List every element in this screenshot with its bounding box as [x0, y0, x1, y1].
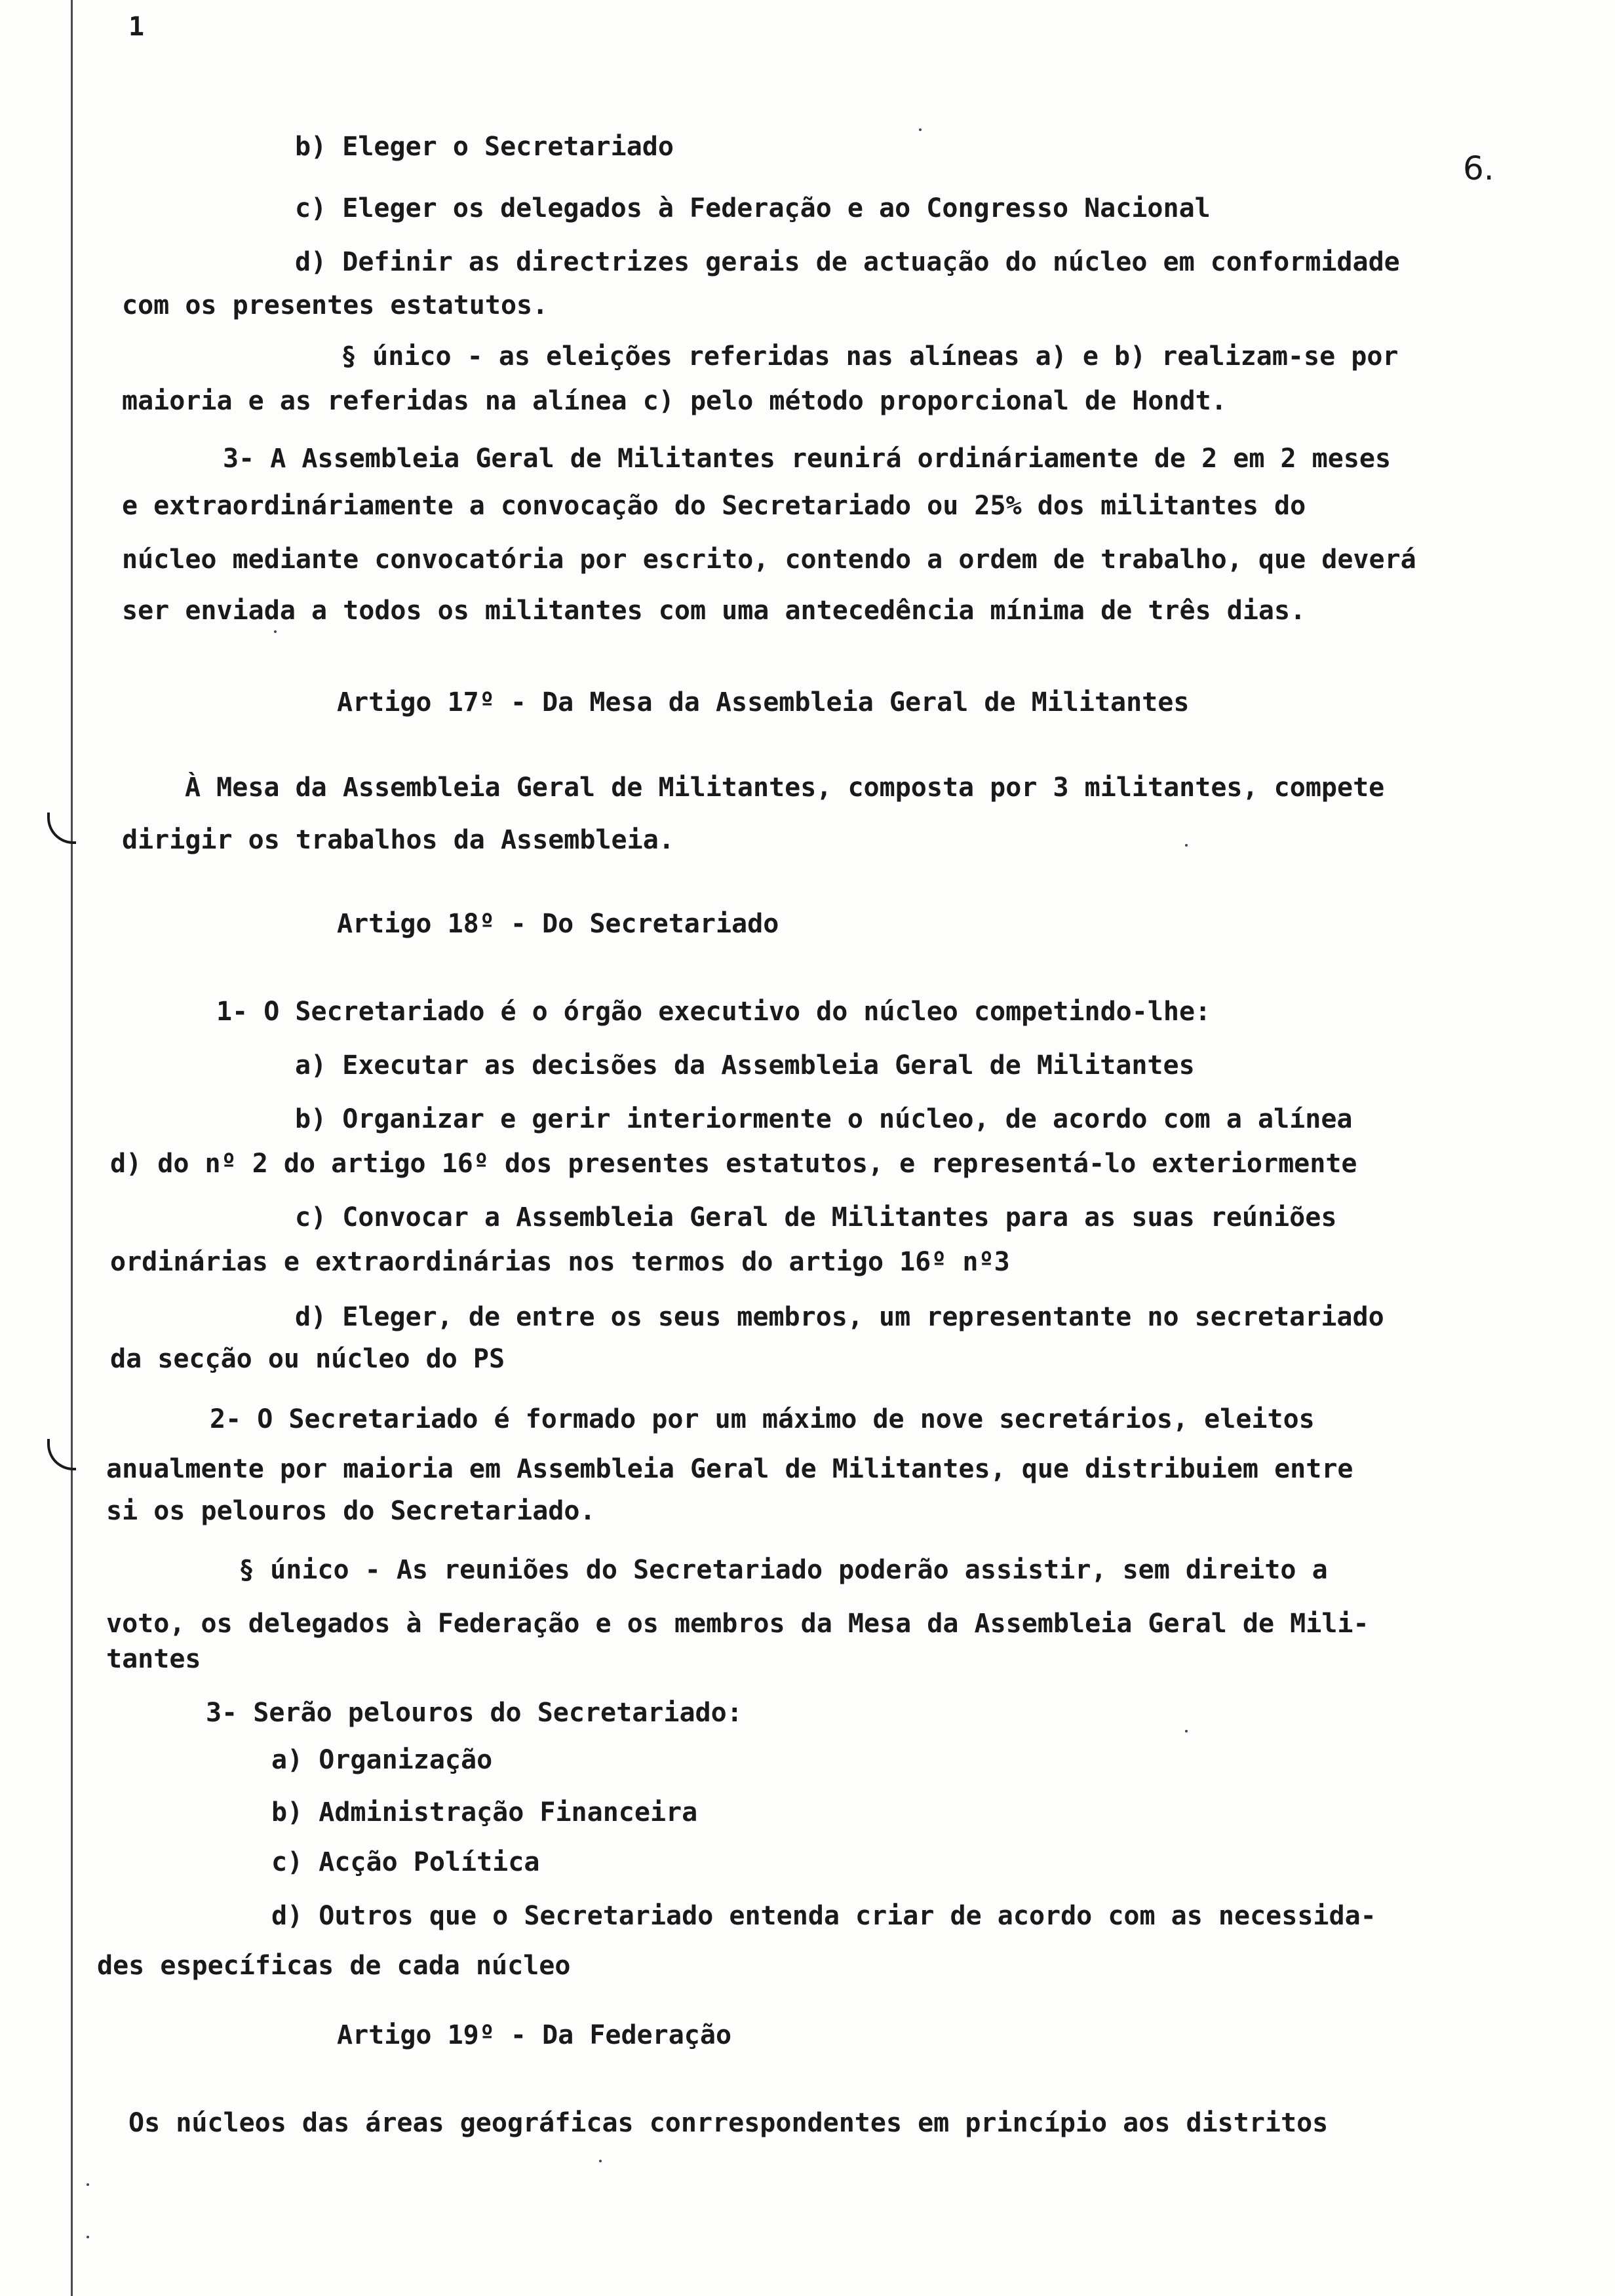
paper-speck: [599, 2160, 602, 2162]
text-line: anualmente por maioria em Assembleia Geral de Militantes, que distribuiem entre: [106, 1454, 1353, 1484]
text-line: 2- O Secretariado é formado por um máximo de nove secretários, eleitos: [210, 1404, 1315, 1434]
text-line: 1- O Secretariado é o órgão executivo do núcleo competindo-lhe:: [216, 997, 1211, 1027]
text-line: maioria e as referidas na alínea c) pelo método proporcional de Hondt.: [122, 386, 1227, 416]
text-line: d) Outros que o Secretariado entenda criar de acordo com as necessida-: [271, 1901, 1376, 1931]
corner-mark: 1: [128, 12, 145, 42]
text-line: c) Convocar a Assembleia Geral de Militantes para as suas reúniões: [295, 1202, 1337, 1233]
text-line: a) Organização: [271, 1745, 493, 1775]
article-heading: Artigo 19º - Da Federação: [337, 2020, 732, 2050]
text-line: d) Definir as directrizes gerais de actuação do núcleo em conformidade: [295, 247, 1400, 277]
text-line: § único - As reuniões do Secretariado poderão assistir, sem direito a: [239, 1555, 1328, 1585]
text-line: b) Organizar e gerir interiormente o núcleo, de acordo com a alínea: [295, 1104, 1353, 1134]
text-line: b) Administração Financeira: [271, 1797, 698, 1827]
paper-speck: [1185, 1730, 1188, 1732]
text-line: ordinárias e extraordinárias nos termos do artigo 16º nº3: [110, 1247, 1010, 1277]
paper-speck: [274, 630, 277, 633]
text-line: Os núcleos das áreas geográficas conrrespondentes em princípio aos distritos: [128, 2108, 1329, 2138]
paper-speck: [87, 2236, 89, 2238]
text-line: voto, os delegados à Federação e os membros da Mesa da Assembleia Geral de Mili-: [106, 1609, 1369, 1639]
text-line: b) Eleger o Secretariado: [295, 132, 674, 162]
text-line: ser enviada a todos os militantes com uma antecedência mínima de três dias.: [122, 596, 1306, 626]
left-margin-line: [71, 0, 73, 2296]
article-heading: Artigo 18º - Do Secretariado: [337, 909, 779, 939]
text-line: c) Eleger os delegados à Federação e ao Congresso Nacional: [295, 193, 1211, 223]
article-heading: Artigo 17º - Da Mesa da Assembleia Geral de Militantes: [337, 687, 1190, 718]
text-line: dirigir os trabalhos da Assembleia.: [122, 825, 674, 855]
paper-speck: [87, 2183, 89, 2186]
text-line: da secção ou núcleo do PS: [110, 1344, 505, 1374]
text-line: c) Acção Política: [271, 1847, 540, 1877]
text-line: des específicas de cada núcleo: [97, 1951, 571, 1981]
text-line: com os presentes estatutos.: [122, 290, 549, 320]
text-line: tantes: [106, 1644, 201, 1674]
margin-bracket-mark: [47, 1439, 76, 1470]
text-line: 3- A Assembleia Geral de Militantes reunirá ordináriamente de 2 em 2 meses: [223, 444, 1391, 474]
text-line: d) Eleger, de entre os seus membros, um representante no secretariado: [295, 1302, 1384, 1332]
text-line: a) Executar as decisões da Assembleia Geral de Militantes: [295, 1050, 1195, 1081]
text-line: e extraordináriamente a convocação do Secretariado ou 25% dos militantes do: [122, 491, 1306, 521]
text-line: núcleo mediante convocatória por escrito, contendo a ordem de trabalho, que deverá: [122, 545, 1416, 575]
margin-bracket-mark: [47, 813, 76, 844]
paper-speck: [919, 128, 922, 131]
text-line: À Mesa da Assembleia Geral de Militantes, composta por 3 militantes, compete: [185, 773, 1385, 803]
text-line: § único - as eleições referidas nas alíneas a) e b) realizam-se por: [341, 341, 1399, 372]
paper-speck: [1185, 844, 1188, 847]
text-line: d) do nº 2 do artigo 16º dos presentes estatutos, e representá-lo exteriormente: [110, 1149, 1357, 1179]
text-line: 3- Serão pelouros do Secretariado:: [206, 1698, 743, 1728]
text-line: si os pelouros do Secretariado.: [106, 1496, 596, 1526]
page-number: 6.: [1463, 149, 1494, 187]
